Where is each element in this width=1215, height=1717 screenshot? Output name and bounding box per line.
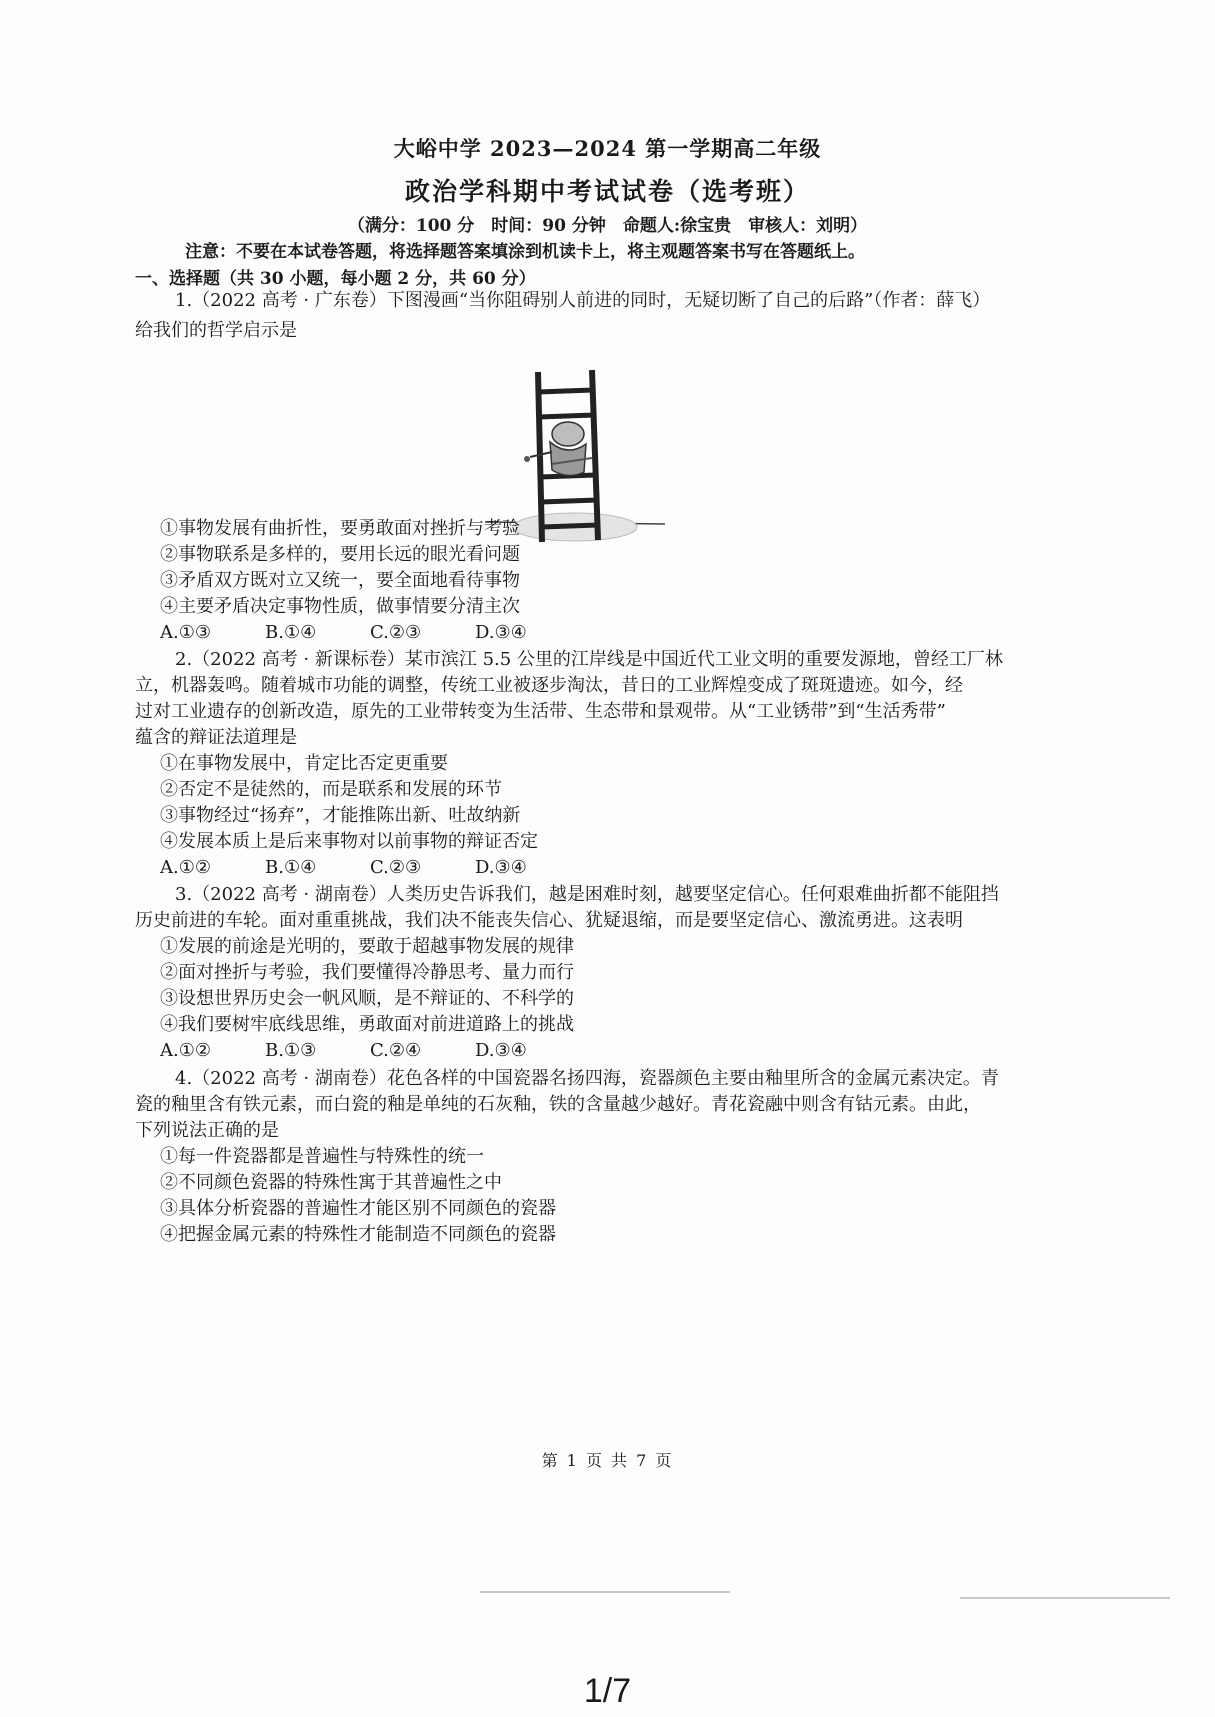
q2-option-4: ④发展本质上是后来事物对以前事物的辩证否定 (160, 831, 538, 852)
q3-choice-b: B.①③ (265, 1040, 317, 1061)
q3-choice-c: C.②④ (370, 1040, 422, 1061)
q2-option-1: ①在事物发展中，肯定比否定更重要 (160, 753, 448, 774)
q1-choice-c: C.②③ (370, 622, 422, 643)
q1-option-1: ①事物发展有曲折性，要勇敢面对挫折与考验 (160, 518, 520, 539)
q4-stem-line1: 4.（2022 高考 · 湖南卷）花色各样的中国瓷器名扬四海，瓷器颜色主要由釉里所含的金属元素决定。青 (175, 1068, 999, 1089)
q3-choice-d: D.③④ (475, 1040, 527, 1061)
q2-stem-line2: 立，机器轰鸣。随着城市功能的调整，传统工业被逐步淘汰，昔日的工业辉煌变成了斑斑遗迹。如今，经 (135, 675, 963, 696)
q2-stem-line3: 过对工业遗存的创新改造，原先的工业带转变为生活带、生态带和景观带。从“工业锈带”到“生活秀带” (135, 701, 946, 722)
q3-option-3: ③设想世界历史会一帆风顺，是不辩证的、不科学的 (160, 988, 574, 1009)
q3-option-4: ④我们要树牢底线思维，勇敢面对前进道路上的挑战 (160, 1014, 574, 1035)
q1-choice-d: D.③④ (475, 622, 527, 643)
q2-choice-d: D.③④ (475, 857, 527, 878)
q2-choice-c: C.②③ (370, 857, 422, 878)
q1-choice-b: B.①④ (265, 622, 317, 643)
q2-option-2: ②否定不是徒然的，而是联系和发展的环节 (160, 779, 502, 800)
q3-stem-line1: 3.（2022 高考 · 湖南卷）人类历史告诉我们，越是困难时刻，越要坚定信心。任何艰难曲折都不能阻挡 (175, 884, 999, 905)
q3-option-1: ①发展的前途是光明的，要敢于超越事物发展的规律 (160, 936, 574, 957)
q4-option-1: ①每一件瓷器都是普遍性与特殊性的统一 (160, 1146, 484, 1167)
q1-choice-a: A.①③ (160, 622, 211, 643)
q4-option-4: ④把握金属元素的特殊性才能制造不同颜色的瓷器 (160, 1224, 556, 1245)
section-title: 一、选择题（共 30 小题，每小题 2 分，共 60 分） (135, 269, 536, 289)
q2-choices (160, 855, 527, 881)
q2-stem-line4: 蕴含的辩证法道理是 (135, 727, 297, 748)
q1-choices (160, 620, 527, 646)
q4-option-2: ②不同颜色瓷器的特殊性寓于其普遍性之中 (160, 1172, 502, 1193)
q3-option-2: ②面对挫折与考验，我们要懂得冷静思考、量力而行 (160, 962, 574, 983)
q2-choice-b: B.①④ (265, 857, 317, 878)
exam-notice: 注意：不要在本试卷答题，将选择题答案填涂到机读卡上，将主观题答案书写在答题纸上。 (185, 242, 865, 262)
scan-line-1 (480, 1591, 730, 1593)
page-footer: 第 1 页 共 7 页 (541, 1451, 674, 1470)
q1-stem-line1: 1.（2022 高考 · 广东卷）下图漫画“当你阻碍别人前进的同时，无疑切断了自己的后路”（作者：薛飞） (175, 290, 991, 311)
q2-stem-line1: 2.（2022 高考 · 新课标卷）某市滨江 5.5 公里的江岸线是中国近代工业文明的重要发源地，曾经工厂林 (175, 649, 1003, 670)
q1-option-2: ②事物联系是多样的，要用长远的眼光看问题 (160, 544, 520, 565)
q4-option-3: ③具体分析瓷器的普遍性才能区别不同颜色的瓷器 (160, 1198, 556, 1219)
q1-option-4: ④主要矛盾决定事物性质，做事情要分清主次 (160, 596, 520, 617)
q4-stem-line3: 下列说法正确的是 (135, 1120, 279, 1141)
q3-choice-a: A.①② (160, 1040, 211, 1061)
q1-stem-line2: 给我们的哲学启示是 (135, 320, 297, 341)
exam-info: （满分：100 分 时间：90 分钟 命题人:徐宝贵 审核人：刘明） (347, 216, 868, 236)
q1-option-3: ③矛盾双方既对立又统一，要全面地看待事物 (160, 570, 520, 591)
q2-option-3: ③事物经过“扬弃”，才能推陈出新、吐故纳新 (160, 805, 521, 826)
school-title: 大峪中学 2023—2024 第一学期高二年级 (393, 136, 822, 161)
q3-choices (160, 1038, 527, 1064)
scan-line-2 (960, 1597, 1170, 1599)
page-counter: 1/7 (583, 1672, 632, 1710)
q4-stem-line2: 瓷的釉里含有铁元素，而白瓷的釉是单纯的石灰釉，铁的含量越少越好。青花瓷融中则含有钴元素。由此， (135, 1094, 981, 1115)
exam-title: 政治学科期中考试试卷（选考班） (404, 177, 810, 206)
q2-choice-a: A.①② (160, 857, 211, 878)
q3-stem-line2: 历史前进的车轮。面对重重挑战，我们决不能丧失信心、犹疑退缩，而是要坚定信心、激流勇进。这表明 (135, 910, 963, 931)
